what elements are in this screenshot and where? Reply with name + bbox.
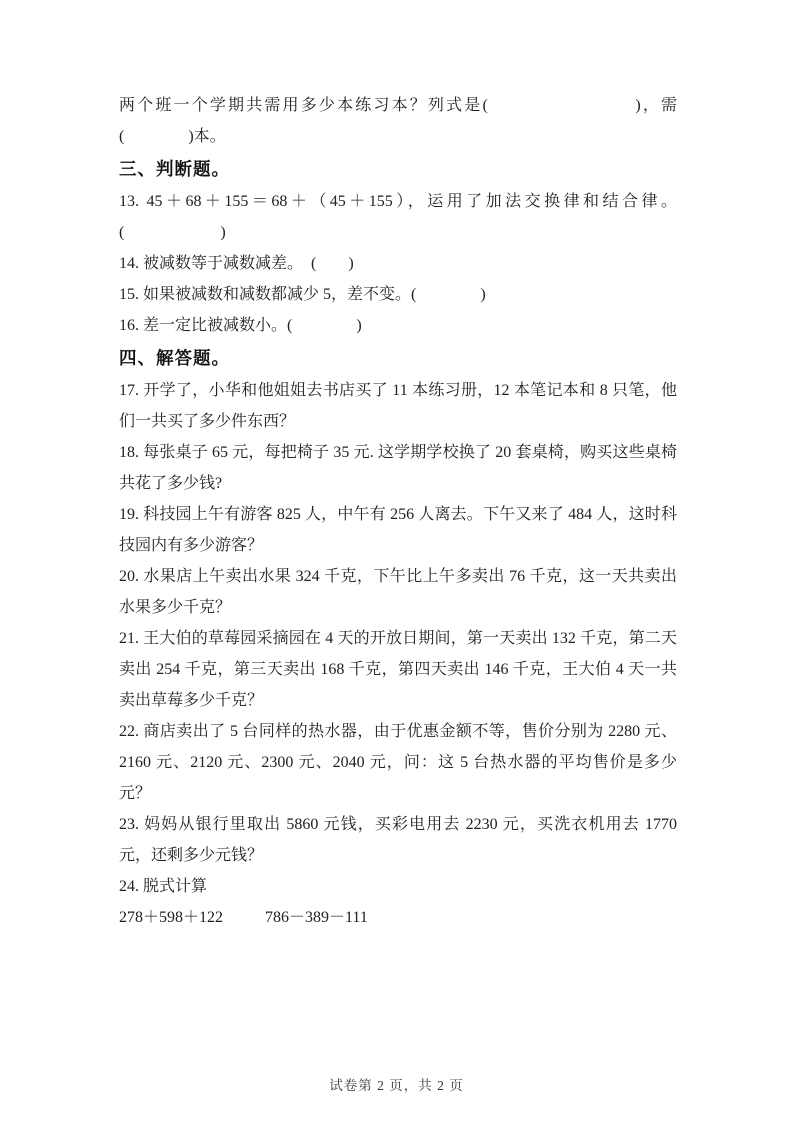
expression-subtraction: 786－389－111 (265, 909, 368, 926)
question-15: 15. 如果被减数和减数都减少 5，差不变。( ) (119, 286, 486, 303)
question-20: 20. 水果店上午卖出水果 324 千克，下午比上午多卖出 76 千克，这一天共卖出水果多少千克？ (119, 568, 677, 616)
continuation-question-text: 两个班一个学期共需用多少本练习本？列式是( )，需( )本。 (119, 97, 677, 145)
question-24: 24. 脱式计算 (119, 878, 208, 895)
question-18: 18. 每张桌子 65 元，每把椅子 35 元. 这学期学校换了 20 套桌椅，购买这些桌椅共花了多少钱? (119, 444, 677, 492)
section-heading-true-false: 三、判断题。 (119, 159, 230, 179)
question-23: 23. 妈妈从银行里取出 5860 元钱，买彩电用去 2230 元，买洗衣机用去 1770 元，还剩多少元钱？ (119, 816, 681, 864)
expression-addition: 278＋598＋122 (119, 909, 224, 926)
question-19: 19. 科技园上午有游客 825 人，中午有 256 人离去。下午又来了 484 人，这时科技园内有多少游客？ (119, 506, 677, 554)
question-22: 22. 商店卖出了 5 台同样的热水器，由于优惠金额不等，售价分别为 2280 元、2160 元、2120 元、2300 元、2040 元，问：这 5 台热水器的平均售价是多少元？ (119, 723, 677, 802)
page-footer: 试卷第 2 页，共 2 页 (329, 1078, 464, 1093)
question-14: 14. 被减数等于减数减差。 ( ) (119, 255, 354, 272)
question-21: 21. 王大伯的草莓园采摘园在 4 天的开放日期间，第一天卖出 132 千克，第二天卖出 254 千克，第三天卖出 168 千克，第四天卖出 146 千克，王大伯 4 天一共卖出草莓多少千克？ (119, 630, 677, 709)
question-16: 16. 差一定比被减数小。( ) (119, 317, 362, 334)
calculation-expressions (119, 902, 677, 933)
question-17: 17. 开学了，小华和他姐姐去书店买了 11 本练习册，12 本笔记本和 8 只笔，他们一共买了多少件东西？ (119, 382, 677, 430)
section-heading-word-problems: 四、解答题。 (119, 348, 230, 368)
question-13: 13. 45＋68＋155＝68＋（45＋155），运用了加法交换律和结合律。( ) (119, 193, 677, 241)
worksheet-content (119, 90, 681, 933)
